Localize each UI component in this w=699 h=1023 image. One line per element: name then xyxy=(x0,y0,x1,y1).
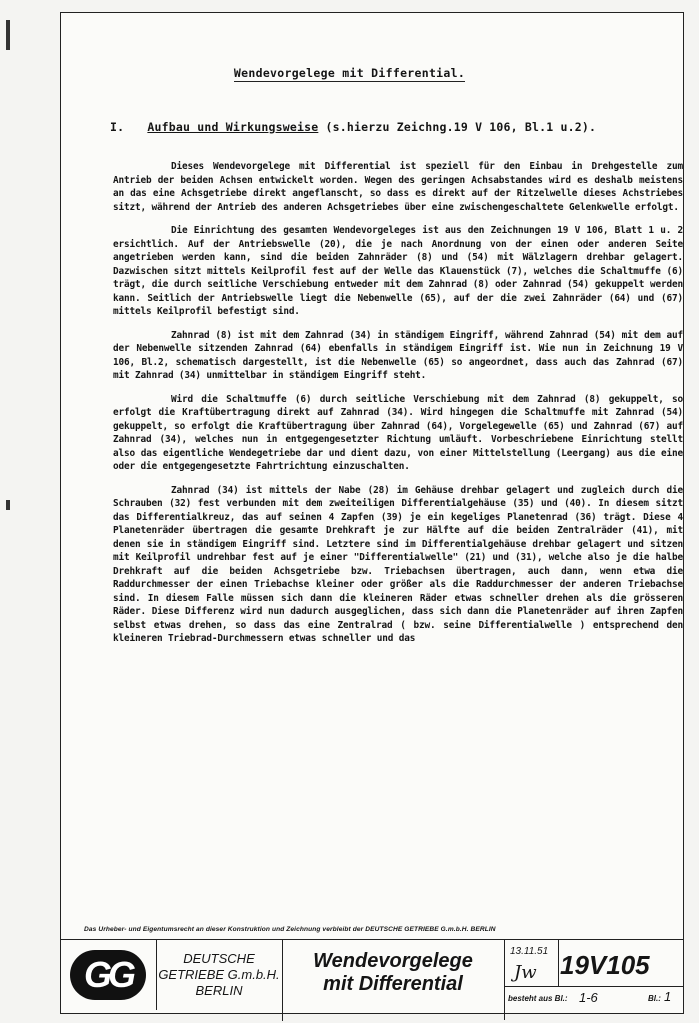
drawing-date: 13.11.51 xyxy=(510,946,549,957)
section-reference: (s.hierzu Zeichng.19 V 106, Bl.1 u.2). xyxy=(325,120,597,134)
drawing-title-line: mit Differential xyxy=(323,973,463,995)
drawing-title xyxy=(282,940,505,1020)
document-title: Wendevorgelege mit Differential. xyxy=(233,66,466,80)
section-title: Aufbau und Wirkungsweise xyxy=(147,120,319,134)
company-name xyxy=(156,940,283,1021)
divider xyxy=(558,940,559,986)
sheet-count: 1-6 xyxy=(579,990,598,1005)
drawing-title-line: Wendevorgelege xyxy=(313,950,473,972)
paragraph: Dieses Wendevorgelege mit Differential ist speziell für den Einbau in Drehgestelle zum Antrieb der beiden Achsen entwickelt worden. Wegen des geringen Achsabstandes wird es deshalb meistens an das eine Achsgetriebe direkt angeflanscht, so dass es direkt auf der Ritzelwelle dieses Achstriebes sitzt, während der Antrieb des anderen Achsgetriebes über eine zwischengeschaltete Gelenkwelle erfolgt. xyxy=(113,161,683,213)
logo-text: GG xyxy=(83,954,132,995)
company-logo xyxy=(70,950,146,1000)
paragraph: Zahnrad (34) ist mittels der Nabe (28) im Gehäuse drehbar gelagert und zugleich durch die Schrauben (32) fest verbunden mit dem zweiteiligen Differentialgehäuse (35) und (40). In diesem sitzt das Differentialkreuz, das auf seinen 4 Zapfen (39) je ein kegeliges Planetenrad (36) trägt. Diese 4 Planetenräder übertragen die gesamte Drehkraft je zur Hälfte auf die beiden Zentralräder (41), mit denen sie in ständigem Eingriff sind. Letztere sind im Differentialgehäuse drehbar gelagert und sitzen mit Keilprofil undrehbar fest auf je einer "Differentialwelle" (21) und (31), welche also je die halbe Drehkraft auf die beiden Achsgetriebe bzw. Triebachsen übertragen, auch dann, wenn etwa die Raddurchmesser der einen Triebachse kleiner oder größer als die Raddurchmesser der anderen Triebachse sind. In diesem Falle müssen sich dann die kleineren Räder etwas schneller drehen als die grösseren Räder. Diese Differenz wird nun dadurch ausgeglichen, dass sich dann die Planetenräder auf ihren Zapfen selbst etwas drehen, so dass das eine Zentralrad ( bzw. seine Differentialwelle ) entsprechend den kleineren Triebrad-Durchmessern etwas schneller und das xyxy=(113,484,683,644)
paragraph: Wird die Schaltmuffe (6) durch seitliche Verschiebung mit dem Zahnrad (8) gekuppelt, so erfolgt die Kraftübertragung direkt auf Zahnrad (34). Wird hingegen die Schaltmuffe mit Zahnrad (54) gekuppelt, so erfolgt die Kraftübertragung über Zahnrad (64), Vorgelegewelle (65) und Zahnrad (67) auf Zahnrad (34), welches nun in entgegengesetzter Richtung umläuft. Vorbeschriebene Einrichtung stellt also das eigentliche Wendegetriebe dar und dient dazu, von einer Mittelstellung (Leergang) aus die eine oder die entgegengesetzte Fahrtrichtung einzuschalten. xyxy=(113,393,683,472)
signature: Jw xyxy=(514,962,537,983)
title-block xyxy=(60,939,684,1010)
sheet-count-label: besteht aus Bl.: xyxy=(508,994,568,1003)
paragraph: Die Einrichtung des gesamten Wendevorgeleges ist aus den Zeichnungen 19 V 106, Blatt 1 u. 2 ersichtlich. Auf der Antriebswelle (20), die je nach Anordnung von der einen oder anderen Seite angetrieben werden kann, sind die beiden Zahnräder (8) und (54) mit Wälzlagern drehbar gelagert. Dazwischen sitzt mittels Keilprofil fest auf der Welle das Klauenstück (7), welches die Schaltmuffe (6) trägt, die durch seitliche Verschiebung entweder mit dem Zahnrad (8) oder Zahnrad (54) gekuppelt werden kann. Seitlich der Antriebswelle liegt die Nebenwelle (65), auf der die zwei Zahnräder (64) und (67) mittels Keilprofil befestigt sind. xyxy=(113,225,683,317)
drawing-meta xyxy=(504,940,684,1010)
sheet-number: 1 xyxy=(664,989,672,1004)
company-line: GETRIEBE G.m.b.H. xyxy=(158,967,280,982)
logo-cell xyxy=(60,940,157,1010)
divider xyxy=(504,986,684,987)
copyright-notice: Das Urheber- und Eigentumsrecht an dieser Konstruktion und Zeichnung verbleibt der DEUTSCHE GETRIEBE G.m.b.H. BERLIN xyxy=(84,926,496,933)
paragraph: Zahnrad (8) ist mit dem Zahnrad (34) in ständigem Eingriff, während Zahnrad (54) mit dem auf der Nebenwelle sitzenden Zahnrad (64) ebenfalls in ständigem Eingriff ist. Wie nun in Zeichnung 19 V 106, Bl.2, schematisch dargestellt, ist die Nebenwelle (65) so angeordnet, dass auch das Zahnrad (67) mit Zahnrad (34) unmittelbar in ständigem Eingriff steht. xyxy=(113,329,683,381)
punch-mark xyxy=(6,500,10,510)
company-line: BERLIN xyxy=(195,983,243,998)
section-heading xyxy=(110,120,596,134)
company-line: DEUTSCHE xyxy=(183,951,255,966)
punch-mark xyxy=(6,20,10,50)
body-text xyxy=(113,160,683,656)
sheet-label: Bl.: xyxy=(648,994,661,1003)
drawing-number: 19V105 xyxy=(560,950,650,980)
section-number: I. xyxy=(110,120,125,134)
